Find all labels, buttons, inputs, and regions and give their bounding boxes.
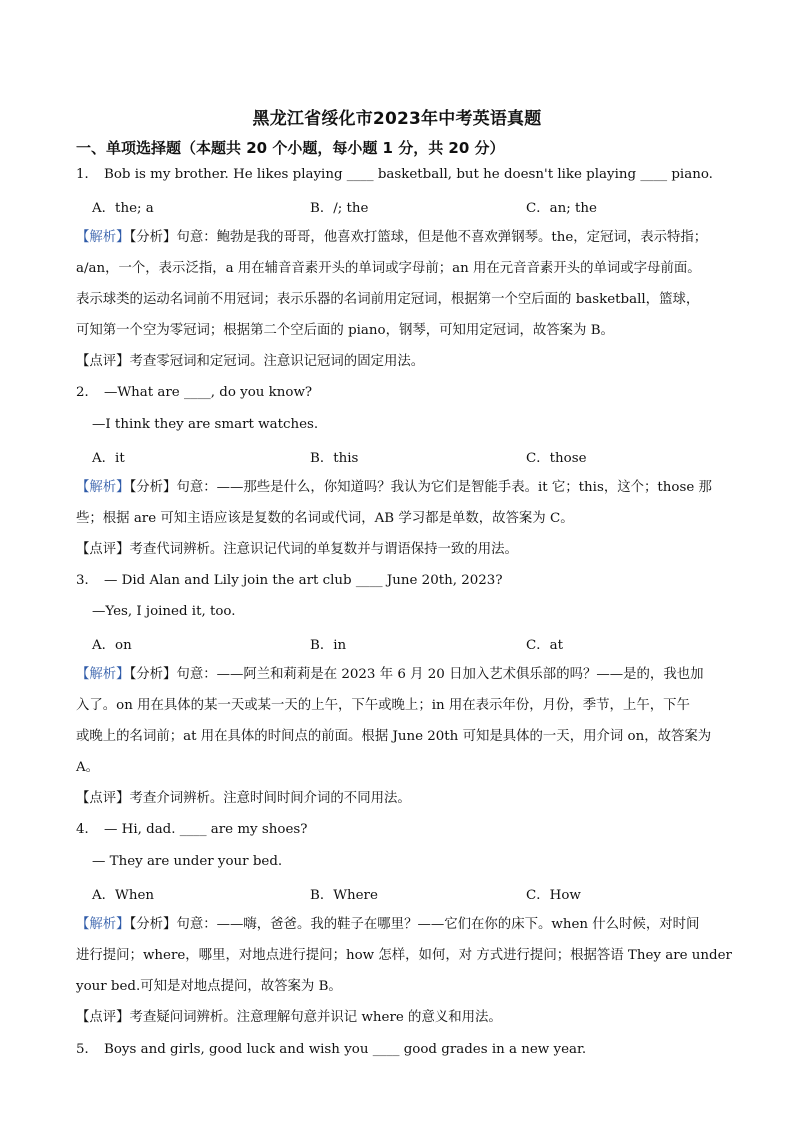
q3-analysis-line: 入了。on 用在具体的某一天或某一天的上午，下午或晚上；in 用在表示年份，月份，季节，上午，下午 — [76, 698, 690, 713]
question-number: 5． — [76, 1042, 98, 1057]
q4-option-b: B．Where — [310, 888, 378, 903]
question-3-stem-reply: —Yes, I joined it, too. — [92, 604, 236, 619]
question-4-stem-reply: — They are under your bed. — [92, 854, 283, 869]
jiexi-tag: 【解析】 — [76, 667, 130, 682]
question-2-stem: 2． —What are ____, do you know? — [76, 383, 752, 403]
q3-analysis-line: A。 — [76, 760, 100, 775]
q4-option-c: C．How — [526, 888, 581, 903]
jiexi-tag: 【解析】 — [76, 917, 130, 932]
q1-analysis-line: 可知第一个空为零冠词；根据第二个空后面的 piano，钢琴，可知用定冠词，故答案为 B。 — [76, 323, 614, 338]
q2-option-c: C．those — [526, 451, 587, 466]
q4-analysis-line: 进行提问；where，哪里，对地点进行提问；how 怎样，如何，对 方式进行提问；根据答语 They are under — [76, 948, 732, 963]
q3-analysis-line: 【解析】【分析】句意：——阿兰和莉莉是在 2023 年 6 月 20 日加入艺术俱乐部的吗？——是的，我也加 — [76, 667, 704, 682]
q3-analysis-line: 或晚上的名词前；at 用在具体的时间点的前面。根据 June 20th 可知是具体的一天，用介词 on，故答案为 — [76, 729, 712, 744]
q1-option-b: B．/; the — [310, 201, 369, 216]
question-number: 3． — [76, 573, 98, 588]
q1-analysis-line: 【解析】【分析】句意：鲍勃是我的哥哥，他喜欢打篮球，但是他不喜欢弹钢琴。the，定冠词，表示特指； — [76, 230, 708, 245]
q2-analysis-line: 【解析】【分析】句意：——那些是什么，你知道吗？我认为它们是智能手表。it 它；this，这个；those 那 — [76, 480, 712, 495]
q2-option-b: B．this — [310, 451, 359, 466]
q3-comment: 【点评】考查介词辨析。注意时间时间介词的不同用法。 — [76, 791, 411, 806]
section-heading: 一、单项选择题（本题共 20 个小题，每小题 1 分，共 20 分） — [76, 139, 505, 157]
q1-option-c: C．an; the — [526, 201, 597, 216]
question-4-stem: 4． — Hi, dad. ____ are my shoes? — [76, 820, 752, 840]
question-3-stem: 3． — Did Alan and Lily join the art club ____ June 20th, 2023? — [76, 571, 752, 591]
q2-analysis-line: 些；根据 are 可知主语应该是复数的名词或代词，AB 学习都是单数，故答案为 C。 — [76, 511, 574, 526]
q2-comment: 【点评】考查代词辨析。注意识记代词的单复数并与谓语保持一致的用法。 — [76, 542, 518, 557]
page-title: 黑龙江省绥化市2023年中考英语真题 — [252, 109, 542, 129]
q3-option-a: A．on — [92, 638, 132, 653]
q4-option-a: A．When — [92, 888, 154, 903]
q1-analysis-line: a/an，一个，表示泛指，a 用在辅音音素开头的单词或字母前；an 用在元音音素开头的单词或字母前面。 — [76, 261, 701, 276]
q1-comment: 【点评】考查零冠词和定冠词。注意识记冠词的固定用法。 — [76, 354, 425, 369]
jiexi-tag: 【解析】 — [76, 480, 130, 495]
question-number: 1． — [76, 167, 98, 182]
jiexi-tag: 【解析】 — [76, 230, 130, 245]
q3-option-c: C．at — [526, 638, 564, 653]
question-number: 4． — [76, 822, 98, 837]
q1-analysis-line: 表示球类的运动名词前不用冠词；表示乐器的名词前用定冠词，根据第一个空后面的 basketball，篮球， — [76, 292, 700, 307]
q1-option-a: A．the; a — [92, 201, 154, 216]
q4-analysis-line: 【解析】【分析】句意：——嗨，爸爸。我的鞋子在哪里？——它们在你的床下。when 什么时候，对时间 — [76, 917, 700, 932]
q4-comment: 【点评】考查疑问词辨析。注意理解句意并识记 where 的意义和用法。 — [76, 1010, 502, 1025]
q3-option-b: B．in — [310, 638, 347, 653]
question-2-stem-reply: —I think they are smart watches. — [92, 417, 319, 432]
question-5-stem: 5． Boys and girls, good luck and wish you ____ good grades in a new year. — [76, 1040, 752, 1060]
q4-analysis-line: your bed.可知是对地点提问，故答案为 B。 — [76, 979, 342, 994]
question-1-stem: 1． Bob is my brother. He likes playing ____ basketball, but he doesn't like playing ____ piano. — [76, 165, 752, 185]
q2-option-a: A．it — [92, 451, 125, 466]
question-number: 2． — [76, 385, 98, 400]
